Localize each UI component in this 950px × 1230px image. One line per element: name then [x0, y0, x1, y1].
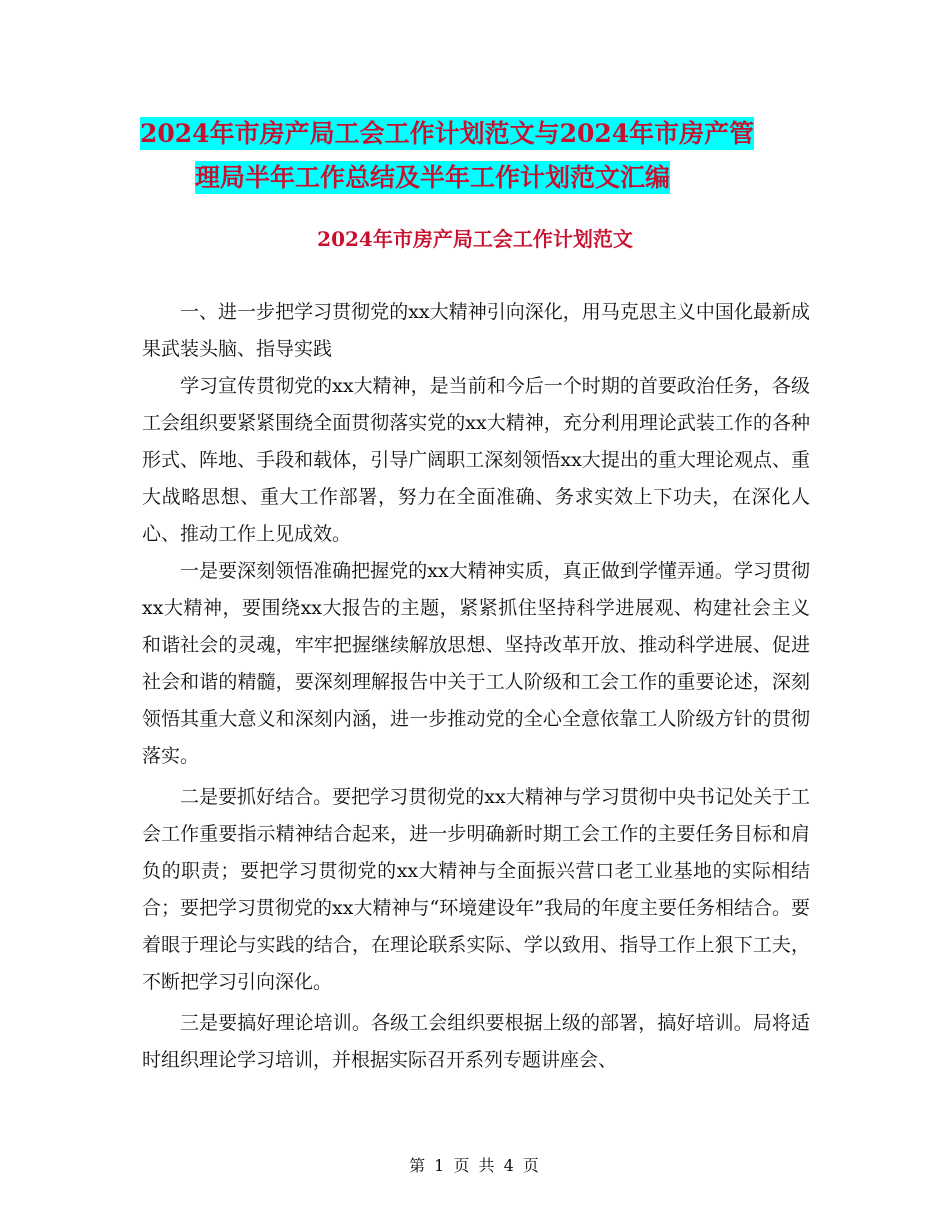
title-line-1: 2024年市房产局工会工作计划范文与2024年市房产管 — [140, 119, 755, 148]
paragraph: 二是要抓好结合。要把学习贯彻党的xx大精神与学习贯彻中央书记处关于工会工作重要指示精神结合起来，进一步明确新时期工会工作的主要任务目标和肩负的职责；要把学习贯彻党的xx大精神与全面振兴营口老工业基地的实际相结合；要把学习贯彻党的xx大精神与“环境建设年”我局的年度主要任务相结合。要着眼于理论与实践的结合，在理论联系实际、学以致用、指导工作上狠下工夫，不断把学习引向深化。 — [142, 786, 810, 993]
paragraph: 一、进一步把学习贯彻党的xx大精神引向深化，用马克思主义中国化最新成果武装头脑、指导实践 — [142, 301, 810, 360]
title-line-2: 理局半年工作总结及半年工作计划范文汇编 — [195, 163, 671, 192]
document-title — [140, 112, 820, 200]
paragraph: 一是要深刻领悟准确把握党的xx大精神实质，真正做到学懂弄通。学习贯彻xx大精神，要围绕xx大报告的主题，紧紧抓住坚持科学进展观、构建社会主义和谐社会的灵魂，牢牢把握继续解放思想、坚持改革开放、推动科学进展、促进社会和谐的精髓，要深刻理解报告中关于工人阶级和工会工作的重要论述，深刻领悟其重大意义和深刻内涵，进一步推动党的全心全意依靠工人阶级方针的贯彻落实。 — [142, 560, 810, 767]
paragraph: 三是要搞好理论培训。各级工会组织要根据上级的部署，搞好培训。局将适时组织理论学习培训，并根据实际召开系列专题讲座会、 — [142, 1012, 810, 1071]
section-title: 2024年市房产局工会工作计划范文 — [317, 227, 633, 251]
page-footer: 第 1 页 共 4 页 — [409, 1156, 541, 1175]
document-body — [142, 294, 810, 1079]
paragraph: 学习宣传贯彻党的xx大精神，是当前和今后一个时期的首要政治任务，各级工会组织要紧紧围绕全面贯彻落实党的xx大精神，充分利用理论武装工作的各种形式、阵地、手段和载体，引导广阔职工深刻领悟xx大提出的重大理论观点、重大战略思想、重大工作部署，努力在全面准确、务求实效上下功夫，在深化人心、推动工作上见成效。 — [142, 375, 810, 545]
